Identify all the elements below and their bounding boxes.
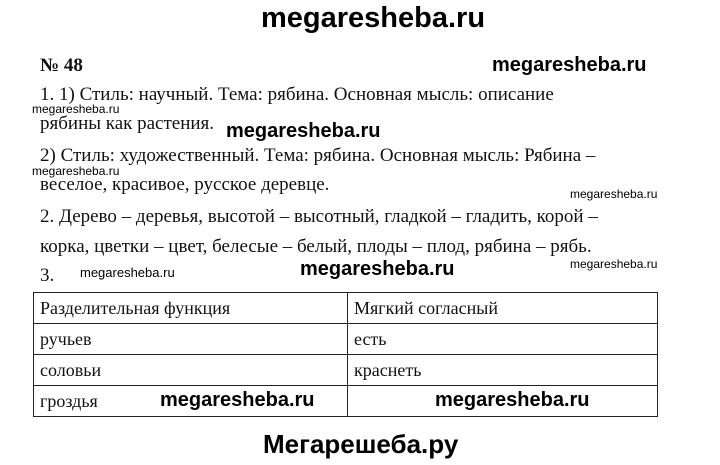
text-line-2: рябины как растения. [40, 113, 215, 134]
table-cell: соловьи [34, 355, 348, 386]
footer-brand: Мегарешеба.ру [263, 429, 459, 459]
watermark-small: megaresheba.ru [570, 257, 658, 271]
site-header-watermark: megaresheba.ru [261, 2, 486, 34]
text-line-7: 3. [40, 265, 55, 286]
watermark-large: megaresheba.ru [435, 389, 590, 411]
watermark-small: megaresheba.ru [32, 164, 120, 178]
text-line-4: веселое, красивое, русское деревце. [40, 174, 330, 195]
text-line-1: 1. 1) Стиль: научный. Тема: рябина. Основная мысль: описание [40, 84, 554, 105]
table-row [34, 324, 658, 355]
table-row [34, 355, 658, 386]
watermark-small: megaresheba.ru [32, 102, 120, 116]
task-number: № 48 [40, 55, 83, 76]
text-line-3: 2) Стиль: художественный. Тема: рябина. Основная мысль: Рябина – [40, 145, 596, 166]
watermark-small: megaresheba.ru [570, 187, 658, 201]
watermark-large: megaresheba.ru [160, 389, 315, 411]
table-header-row [34, 293, 658, 324]
header-cell: Разделительная функция [34, 293, 348, 324]
table-cell: краснеть [348, 355, 658, 386]
watermark-large: megaresheba.ru [300, 258, 455, 280]
watermark-small: megaresheba.ru [80, 265, 175, 280]
table-cell: ручьев [34, 324, 348, 355]
table-cell: гроздья [34, 386, 348, 417]
watermark-large: megaresheba.ru [226, 120, 381, 142]
table-cell: есть [348, 324, 658, 355]
watermark-large: megaresheba.ru [492, 54, 647, 76]
text-line-5: 2. Дерево – деревья, высотой – высотный, гладкой – гладить, корой – [40, 206, 598, 227]
header-cell: Мягкий согласный [348, 293, 658, 324]
text-line-6: корка, цветки – цвет, белесые – белый, плоды – плод, рябина – рябь. [40, 236, 592, 257]
